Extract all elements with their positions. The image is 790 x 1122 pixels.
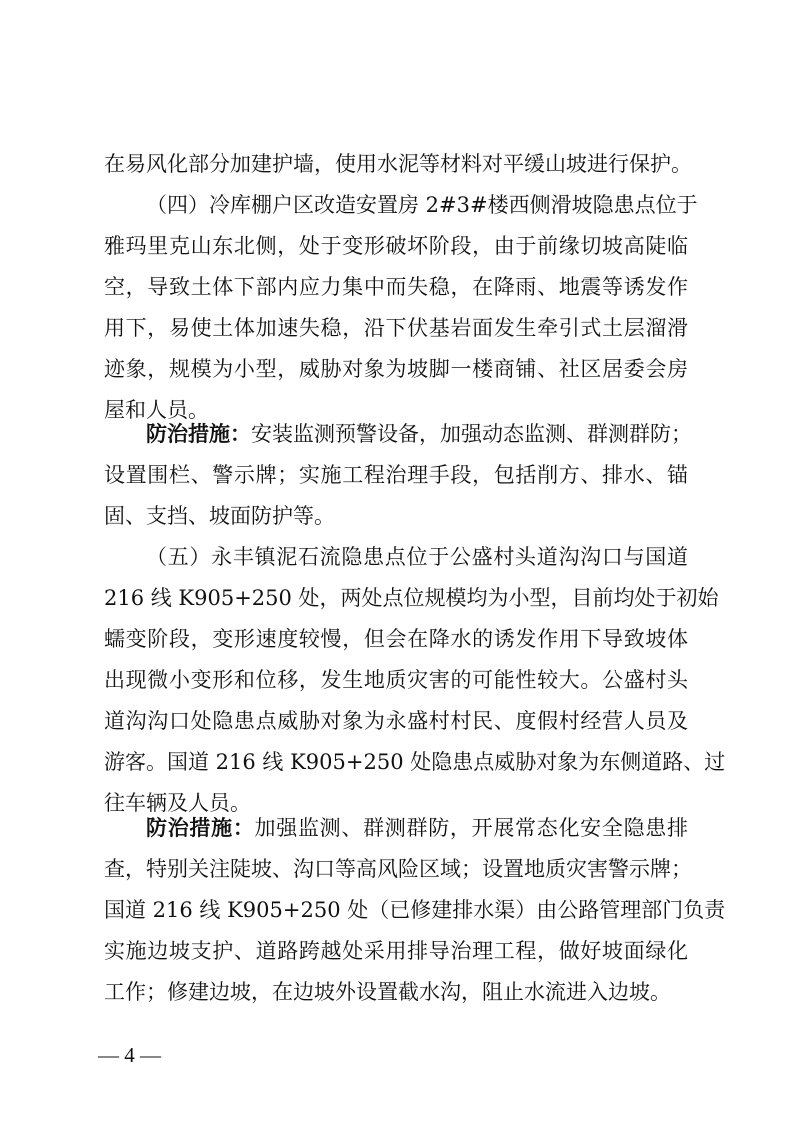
paragraph-4-line-6: 游客。国道 216 线 K905+250 处隐患点威胁对象为东侧道路、过 — [104, 750, 726, 774]
paragraph-2-line-1: （四）冷库棚户区改造安置房 2#3#楼西侧滑坡隐患点位于 — [146, 193, 698, 217]
paragraph-4-line-4: 出现微小变形和位移，发生地质灾害的可能性较大。公盛村头 — [104, 668, 688, 692]
paragraph-5-line-1 — [146, 808, 688, 848]
paragraph-2-line-2: 雅玛里克山东北侧，处于变形破坏阶段，由于前缘切坡高陡临 — [104, 234, 688, 258]
paragraph-3-line-2: 设置围栏、警示牌；实施工程治理手段，包括削方、排水、锚 — [104, 463, 688, 487]
page-number: — 4 — — [98, 1043, 161, 1067]
paragraph-4-line-1: （五）永丰镇泥石流隐患点位于公盛村头道沟沟口与国道 — [146, 545, 688, 569]
measures-label: 防治措施： — [146, 815, 255, 840]
paragraph-2-line-6: 屋和人员。 — [104, 398, 209, 422]
paragraph-3-line-1-text: 安装监测预警设备，加强动态监测、群测群防； — [251, 422, 692, 446]
paragraph-4-line-3: 蠕变阶段，变形速度较慢，但会在降水的诱发作用下导致坡体 — [104, 627, 688, 651]
measures-label: 防治措施： — [146, 421, 251, 446]
paragraph-4-line-7: 往车辆及人员。 — [104, 791, 251, 815]
paragraph-2-line-4: 用下，易使土体加速失稳，沿下伏基岩面发生牵引式土层溜滑 — [104, 316, 688, 340]
paragraph-5-line-1-text: 加强监测、群测群防，开展常态化安全隐患排 — [254, 816, 689, 840]
paragraph-3-line-1 — [146, 414, 692, 454]
paragraph-5-line-3: 国道 216 线 K905+250 处（已修建排水渠）由公路管理部门负责 — [104, 898, 726, 922]
paragraph-5-line-4: 实施边坡支护、道路跨越处采用排导治理工程，做好坡面绿化 — [104, 939, 688, 963]
paragraph-2-line-5: 迹象，规模为小型，威胁对象为坡脚一楼商铺、社区居委会房 — [104, 357, 688, 381]
paragraph-1-line-1: 在易风化部分加建护墙，使用水泥等材料对平缓山坡进行保护。 — [104, 152, 692, 176]
paragraph-4-line-2: 216 线 K905+250 处，两处点位规模均为小型，目前均处于初始 — [104, 586, 719, 610]
paragraph-4-line-5: 道沟沟口处隐患点威胁对象为永盛村村民、度假村经营人员及 — [104, 709, 688, 733]
paragraph-5-line-2: 查，特别关注陡坡、沟口等高风险区域；设置地质灾害警示牌； — [104, 857, 692, 881]
paragraph-5-line-5: 工作；修建边坡，在边坡外设置截水沟，阻止水流进入边坡。 — [104, 980, 671, 1004]
paragraph-3-line-3: 固、支挡、坡面防护等。 — [104, 504, 335, 528]
paragraph-2-line-3: 空，导致土体下部内应力集中而失稳，在降雨、地震等诱发作 — [104, 275, 688, 299]
